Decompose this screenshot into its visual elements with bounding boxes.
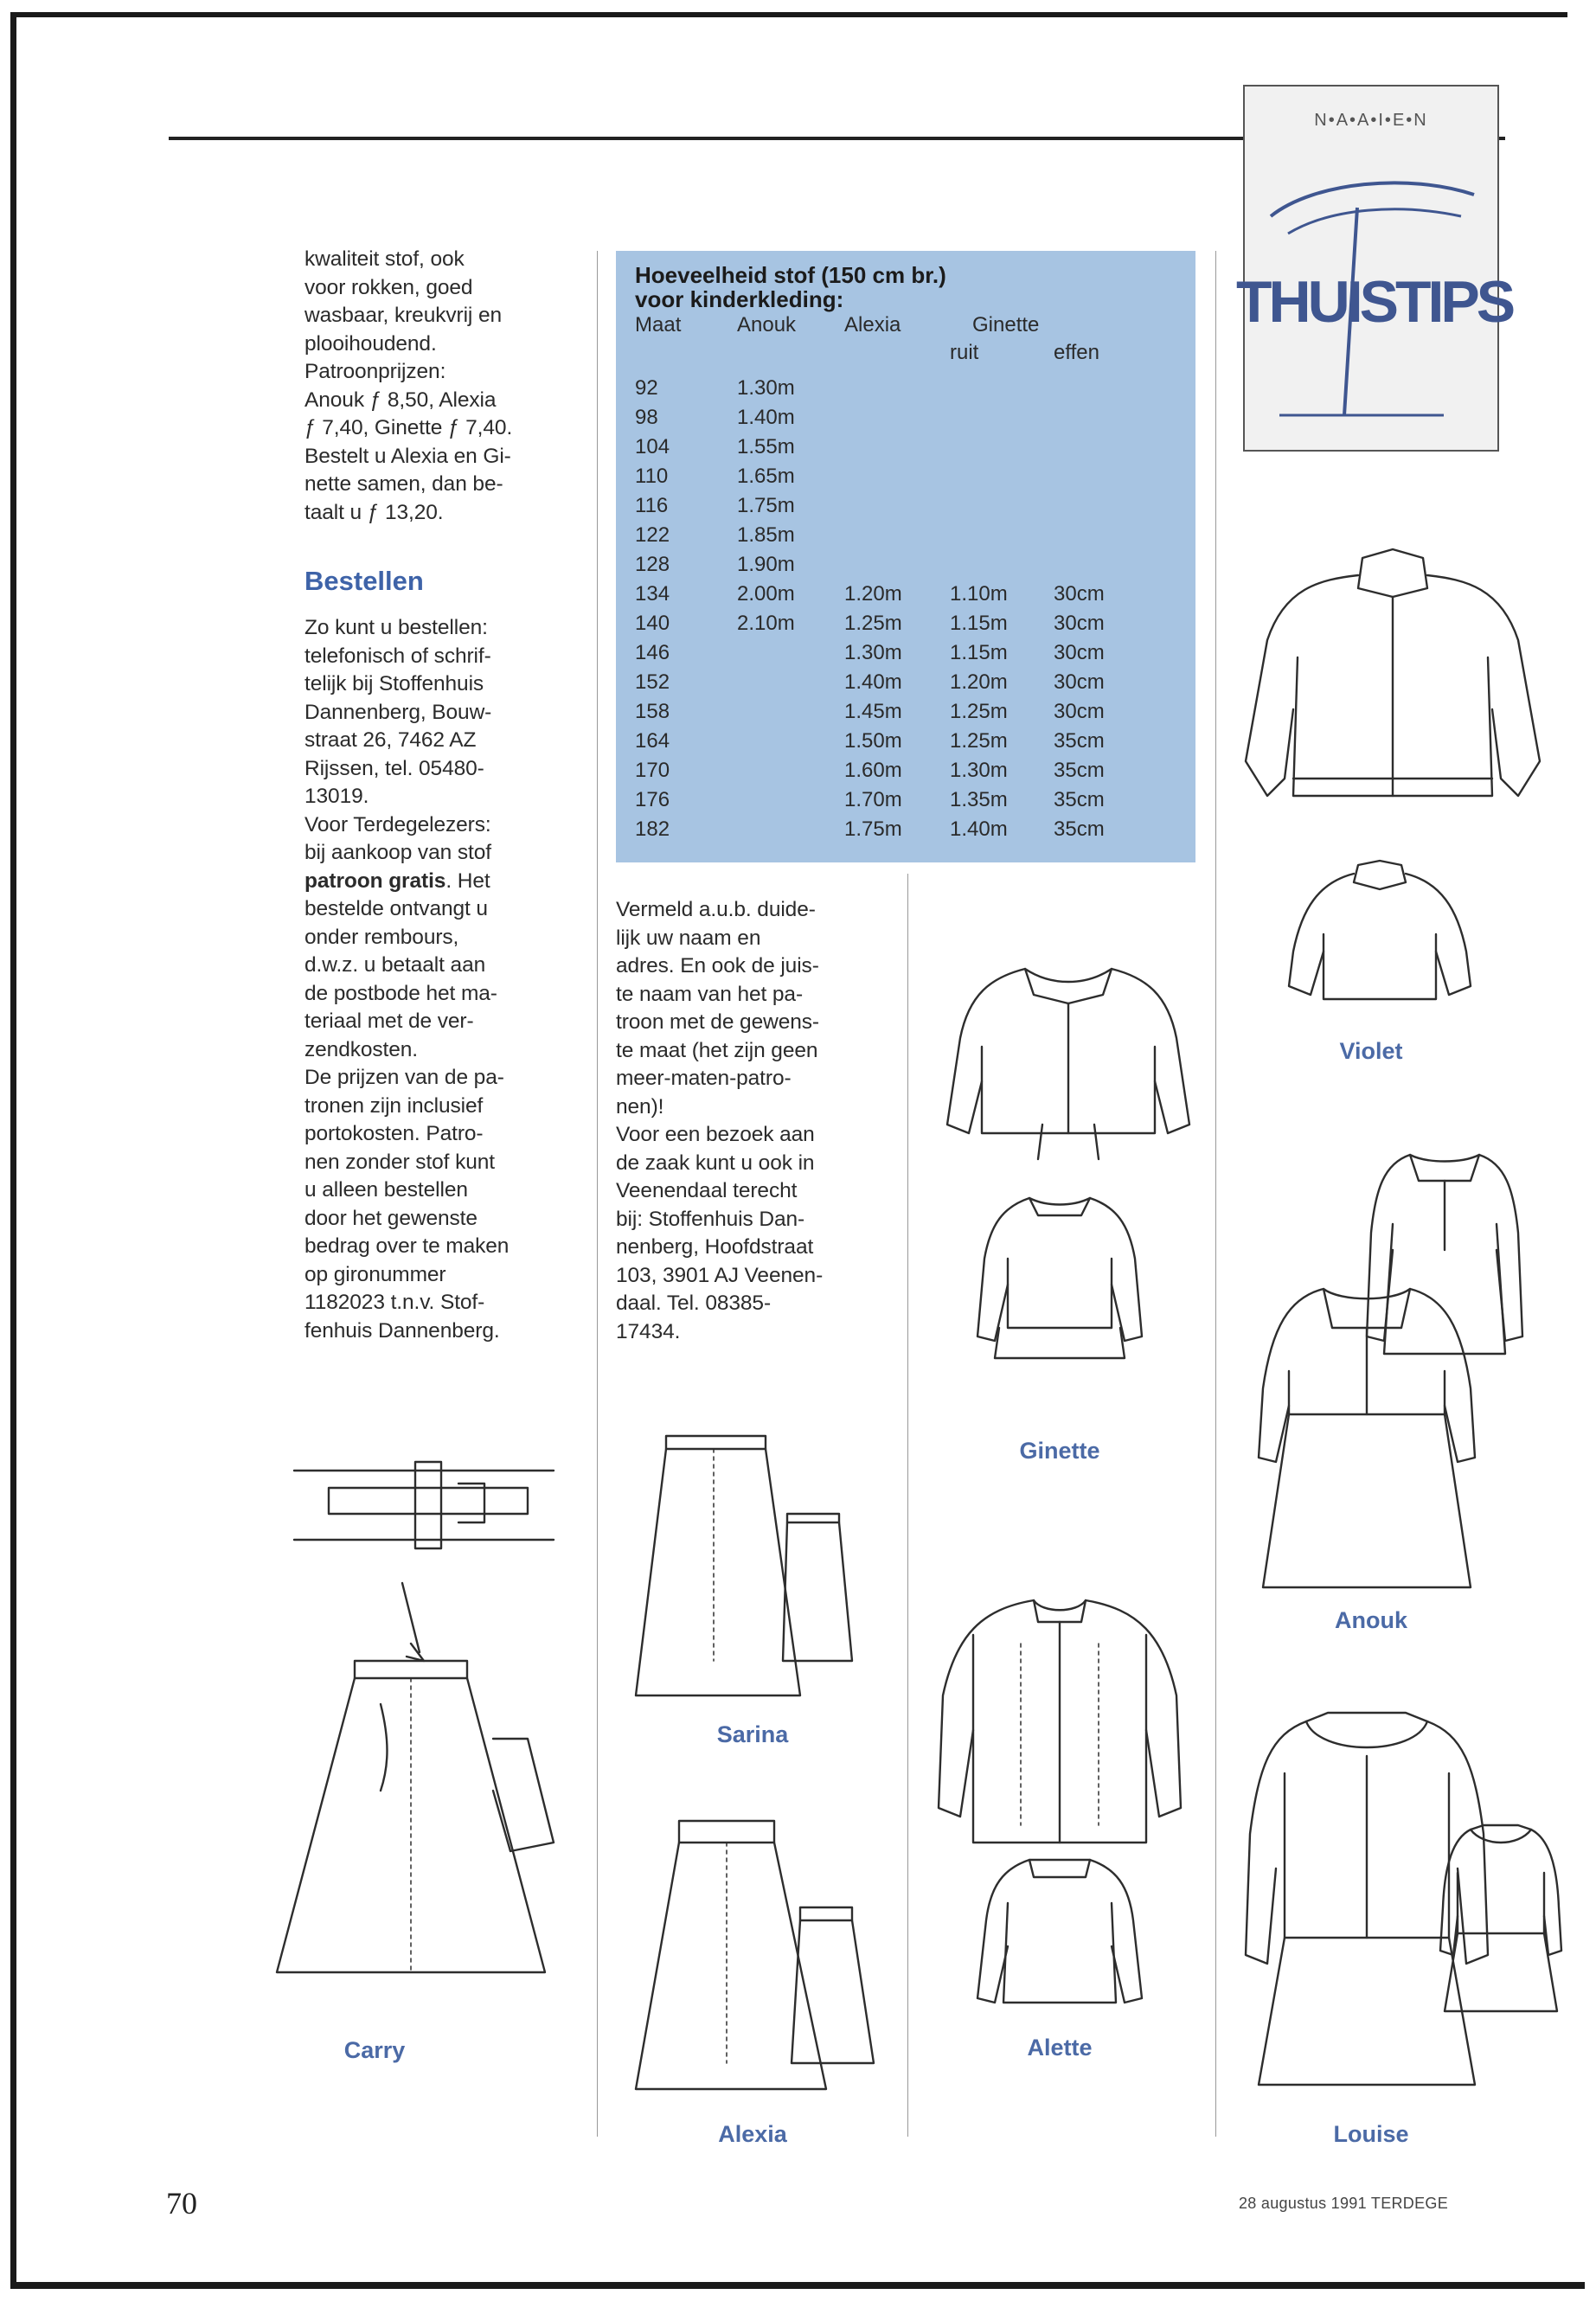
table-row	[616, 376, 1195, 405]
table-row	[616, 759, 1195, 787]
cell-anouk: 1.85m	[737, 523, 795, 547]
section-logo	[1236, 85, 1513, 452]
table-title-line2: voor kinderkleding:	[635, 286, 844, 312]
cell-ruit: 1.15m	[950, 641, 1008, 664]
cell-maat: 98	[635, 406, 658, 429]
cell-alexia: 1.50m	[844, 729, 902, 753]
section-title: THUISTIPS	[1236, 269, 1513, 335]
cell-maat: 116	[635, 494, 669, 517]
header-anouk: Anouk	[737, 313, 797, 336]
cell-ruit: 1.20m	[950, 670, 1008, 694]
caption-ginette: Ginette	[1019, 1438, 1100, 1464]
page-number: 70	[166, 2186, 197, 2221]
order-bold-text: patroon gratis	[304, 868, 446, 893]
header-effen: effen	[1054, 341, 1099, 364]
cell-maat: 158	[635, 700, 670, 723]
cell-effen: 35cm	[1054, 788, 1105, 811]
page-border-bottom	[10, 2282, 1585, 2289]
header-maat: Maat	[635, 313, 682, 336]
sarina-skirt-illustration	[627, 1419, 869, 1704]
cell-alexia: 1.45m	[844, 700, 902, 723]
order-text-part1: Zo kunt u bestellen: telefonisch of schrif- telijk bij Stoffenhuis Dannenberg, Bouw- straat 26, 7462 AZ Rijssen, tel. 05480- 13019. Voor Terdegelezers: bij aankoop van stof	[304, 616, 492, 864]
cell-anouk: 1.40m	[737, 406, 795, 429]
violet-jacket-illustration	[1233, 536, 1553, 822]
cell-effen: 30cm	[1054, 582, 1105, 606]
cell-alexia: 1.75m	[844, 817, 902, 841]
table-row	[616, 612, 1195, 640]
table-row	[616, 494, 1195, 522]
table-row	[616, 817, 1195, 846]
section-kicker: N•A•A•I•E•N	[1314, 111, 1428, 130]
cell-ruit: 1.25m	[950, 700, 1008, 723]
cell-maat: 146	[635, 641, 670, 664]
page-border-left	[10, 12, 16, 2287]
table-row	[616, 670, 1195, 699]
table-row	[616, 700, 1195, 728]
cell-alexia: 1.60m	[844, 759, 902, 782]
header-ginette: Ginette	[972, 313, 1040, 336]
cell-ruit: 1.15m	[950, 612, 1008, 635]
cell-alexia: 1.70m	[844, 788, 902, 811]
alexia-skirt-illustration	[627, 1804, 887, 2098]
caption-sarina: Sarina	[716, 1721, 789, 1747]
cell-maat: 110	[635, 465, 669, 488]
cell-alexia: 1.30m	[844, 641, 902, 664]
table-row	[616, 406, 1195, 434]
table-row	[616, 729, 1195, 758]
cell-effen: 30cm	[1054, 612, 1105, 635]
cell-anouk: 1.65m	[737, 465, 795, 488]
caption-louise: Louise	[1333, 2121, 1409, 2147]
table-row	[616, 435, 1195, 464]
cell-alexia: 1.25m	[844, 612, 902, 635]
header-alexia: Alexia	[844, 313, 901, 336]
page-border-top	[10, 12, 1567, 17]
cell-maat: 128	[635, 553, 670, 576]
cell-maat: 140	[635, 612, 670, 635]
ginette-blouse-illustration	[930, 952, 1207, 1185]
carry-skirt-illustration	[260, 1566, 588, 1998]
caption-alette: Alette	[1027, 2035, 1093, 2061]
cell-ruit: 1.35m	[950, 788, 1008, 811]
cell-maat: 170	[635, 759, 670, 782]
issue-line: 28 augustus 1991 TERDEGE	[1239, 2195, 1449, 2212]
order-heading: Bestellen	[304, 566, 424, 596]
cell-effen: 35cm	[1054, 759, 1105, 782]
caption-anouk: Anouk	[1335, 1607, 1407, 1633]
table-row	[616, 523, 1195, 552]
ginette-vest-illustration	[960, 1189, 1159, 1371]
table-subheader	[616, 341, 1195, 369]
cell-maat: 134	[635, 582, 670, 606]
alette-top-illustration	[965, 1851, 1155, 2016]
carry-belt-detail-illustration	[285, 1453, 571, 1566]
cell-effen: 35cm	[1054, 817, 1105, 841]
cell-anouk: 1.30m	[737, 376, 795, 400]
cell-maat: 122	[635, 523, 670, 547]
intro-text: kwaliteit stof, ook voor rokken, goed wasbaar, kreukvrij en plooihoudend. Patroonprijzen: Anouk ƒ 8,50, Alexia ƒ 7,40, Ginette ƒ 7,40. Bestelt u Alexia en Gi- nette samen, dan be- taalt u ƒ 13,20.	[304, 247, 513, 524]
table-row	[616, 788, 1195, 817]
cell-effen: 30cm	[1054, 641, 1105, 664]
louise-child-dress-illustration	[1436, 1821, 1566, 2020]
cell-anouk: 2.00m	[737, 582, 795, 606]
table-row	[616, 641, 1195, 670]
cell-maat: 176	[635, 788, 670, 811]
cell-alexia: 1.20m	[844, 582, 902, 606]
table-row	[616, 553, 1195, 581]
cell-anouk: 2.10m	[737, 612, 795, 635]
cell-anouk: 1.90m	[737, 553, 795, 576]
order-text	[304, 614, 581, 1345]
table-header	[616, 313, 1195, 342]
column-rule	[907, 874, 908, 2137]
caption-carry: Carry	[343, 2037, 406, 2063]
cell-anouk: 1.55m	[737, 435, 795, 458]
table-title-line1: Hoeveelheid stof (150 cm br.)	[635, 262, 946, 288]
cell-effen: 30cm	[1054, 700, 1105, 723]
cell-maat: 182	[635, 817, 670, 841]
cell-ruit: 1.30m	[950, 759, 1008, 782]
column-rule	[597, 251, 598, 2137]
cell-anouk: 1.75m	[737, 494, 795, 517]
contact-text: Vermeld a.u.b. duide- lijk uw naam en adres. En ook de juis- te naam van het pa- troon met de gewens- te maat (het zijn geen meer-maten-patro- nen)! Voor een bezoek aan de zaak kunt u ook in Veenendaal terecht bij: Stoffenhuis Dan- nenberg, Hoofdstraat 103, 3901 AJ Veenen- daal. Tel. 08385- 17434.	[616, 898, 824, 1343]
table-row	[616, 582, 1195, 611]
header-ruit: ruit	[950, 341, 979, 364]
alette-blouse-illustration	[921, 1583, 1198, 1868]
anouk-dress-illustration	[1246, 1276, 1488, 1605]
order-text-part2: bestelde ontvangt u onder rembours, d.w.z. u betaalt aan de postbode het ma- teriaal met de ver- zendkosten. De prijzen van de pa- tronen zijn inclusief portokosten. Patro- nen zonder stof kunt u alleen bestellen door het gewenste bedrag over te maken op gironummer 1182023 t.n.v. Stof- fenhuis Dannenberg.	[304, 897, 510, 1343]
violet-child-jacket-illustration	[1276, 856, 1484, 1012]
cell-alexia: 1.40m	[844, 670, 902, 694]
order-text-after-bold: . Het	[445, 868, 490, 893]
cell-ruit: 1.10m	[950, 582, 1008, 606]
cell-effen: 30cm	[1054, 670, 1105, 694]
cell-maat: 92	[635, 376, 658, 400]
cell-effen: 35cm	[1054, 729, 1105, 753]
fabric-table	[616, 251, 1195, 862]
cell-maat: 164	[635, 729, 670, 753]
table-row	[616, 465, 1195, 493]
cell-ruit: 1.40m	[950, 817, 1008, 841]
cell-maat: 152	[635, 670, 670, 694]
column-rule	[1215, 251, 1216, 2137]
caption-alexia: Alexia	[718, 2121, 787, 2147]
cell-maat: 104	[635, 435, 670, 458]
caption-violet: Violet	[1339, 1038, 1403, 1064]
cell-ruit: 1.25m	[950, 729, 1008, 753]
